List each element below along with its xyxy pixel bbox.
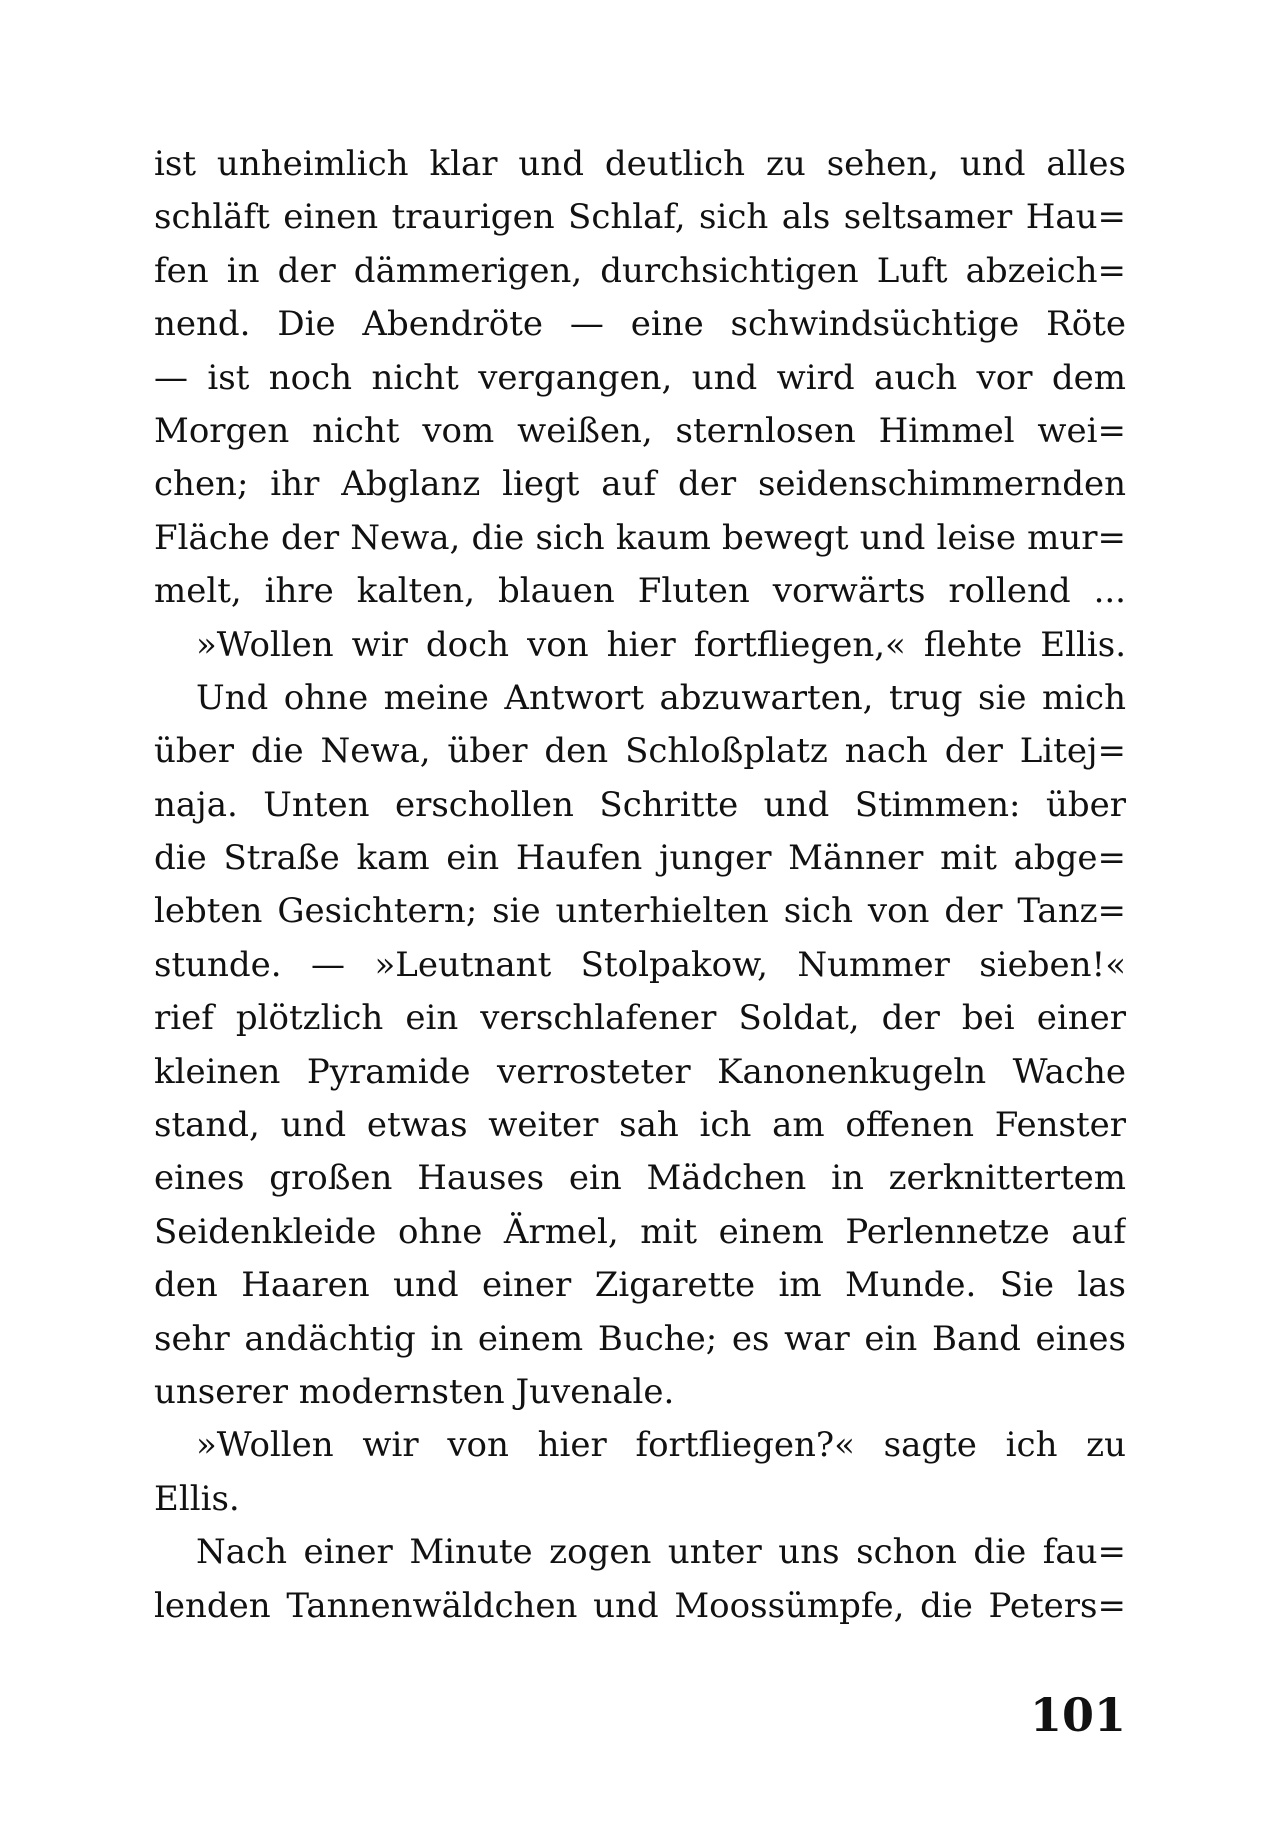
text-line: stand, und etwas weiter sah ich am offenen Fenster: [154, 1105, 1126, 1146]
text-line: sehr andächtig in einem Buche; es war ein Band eines: [154, 1318, 1126, 1359]
text-line: Fläche der Newa, die sich kaum bewegt und leise mur=: [154, 517, 1126, 558]
text-line: — ist noch nicht vergangen, und wird auch vor dem: [154, 357, 1126, 398]
text-line: Seidenkleide ohne Ärmel, mit einem Perlennetze auf: [154, 1211, 1126, 1252]
text-line: eines großen Hauses ein Mädchen in zerknittertem: [154, 1158, 1126, 1199]
text-line: Und ohne meine Antwort abzuwarten, trug sie mich: [196, 677, 1126, 718]
text-line: schläft einen traurigen Schlaf, sich als seltsamer Hau=: [154, 197, 1126, 238]
text-line: »Wollen wir von hier fortfliegen?« sagte ich zu: [196, 1425, 1126, 1466]
page-number: 101: [1029, 1688, 1126, 1742]
text-line: melt, ihre kalten, blauen Fluten vorwärts rollend ...: [154, 571, 1126, 612]
text-line: fen in der dämmerigen, durchsichtigen Luft abzeich=: [154, 250, 1126, 291]
text-line: naja. Unten erschollen Schritte und Stimmen: über: [154, 784, 1126, 825]
text-line: »Wollen wir doch von hier fortfliegen,« flehte Ellis.: [196, 624, 1126, 665]
text-line: unserer modernsten Juvenale.: [154, 1371, 675, 1412]
text-line: kleinen Pyramide verrosteter Kanonenkugeln Wache: [154, 1051, 1126, 1092]
text-line: Morgen nicht vom weißen, sternlosen Himmel wei=: [154, 410, 1126, 451]
text-line: ist unheimlich klar und deutlich zu sehen, und alles: [154, 144, 1126, 184]
text-line: über die Newa, über den Schloßplatz nach der Litej=: [154, 731, 1126, 772]
text-line: stunde. — »Leutnant Stolpakow, Nummer sieben!«: [154, 944, 1126, 985]
text-line: die Straße kam ein Haufen junger Männer mit abge=: [154, 838, 1126, 879]
text-line: chen; ihr Abglanz liegt auf der seidenschimmernden: [154, 464, 1126, 505]
body-text: [154, 138, 1126, 1633]
text-line: den Haaren und einer Zigarette im Munde. Sie las: [154, 1265, 1126, 1306]
text-line: lebten Gesichtern; sie unterhielten sich von der Tanz=: [154, 891, 1126, 932]
text-line: nend. Die Abendröte — eine schwindsüchtige Röte: [154, 304, 1126, 345]
text-line: rief plötzlich ein verschlafener Soldat, der bei einer: [154, 998, 1126, 1039]
text-line: Ellis.: [154, 1478, 240, 1519]
text-line: lenden Tannenwäldchen und Moossümpfe, die Peters=: [154, 1585, 1126, 1626]
text-line: Nach einer Minute zogen unter uns schon die fau=: [196, 1532, 1126, 1573]
